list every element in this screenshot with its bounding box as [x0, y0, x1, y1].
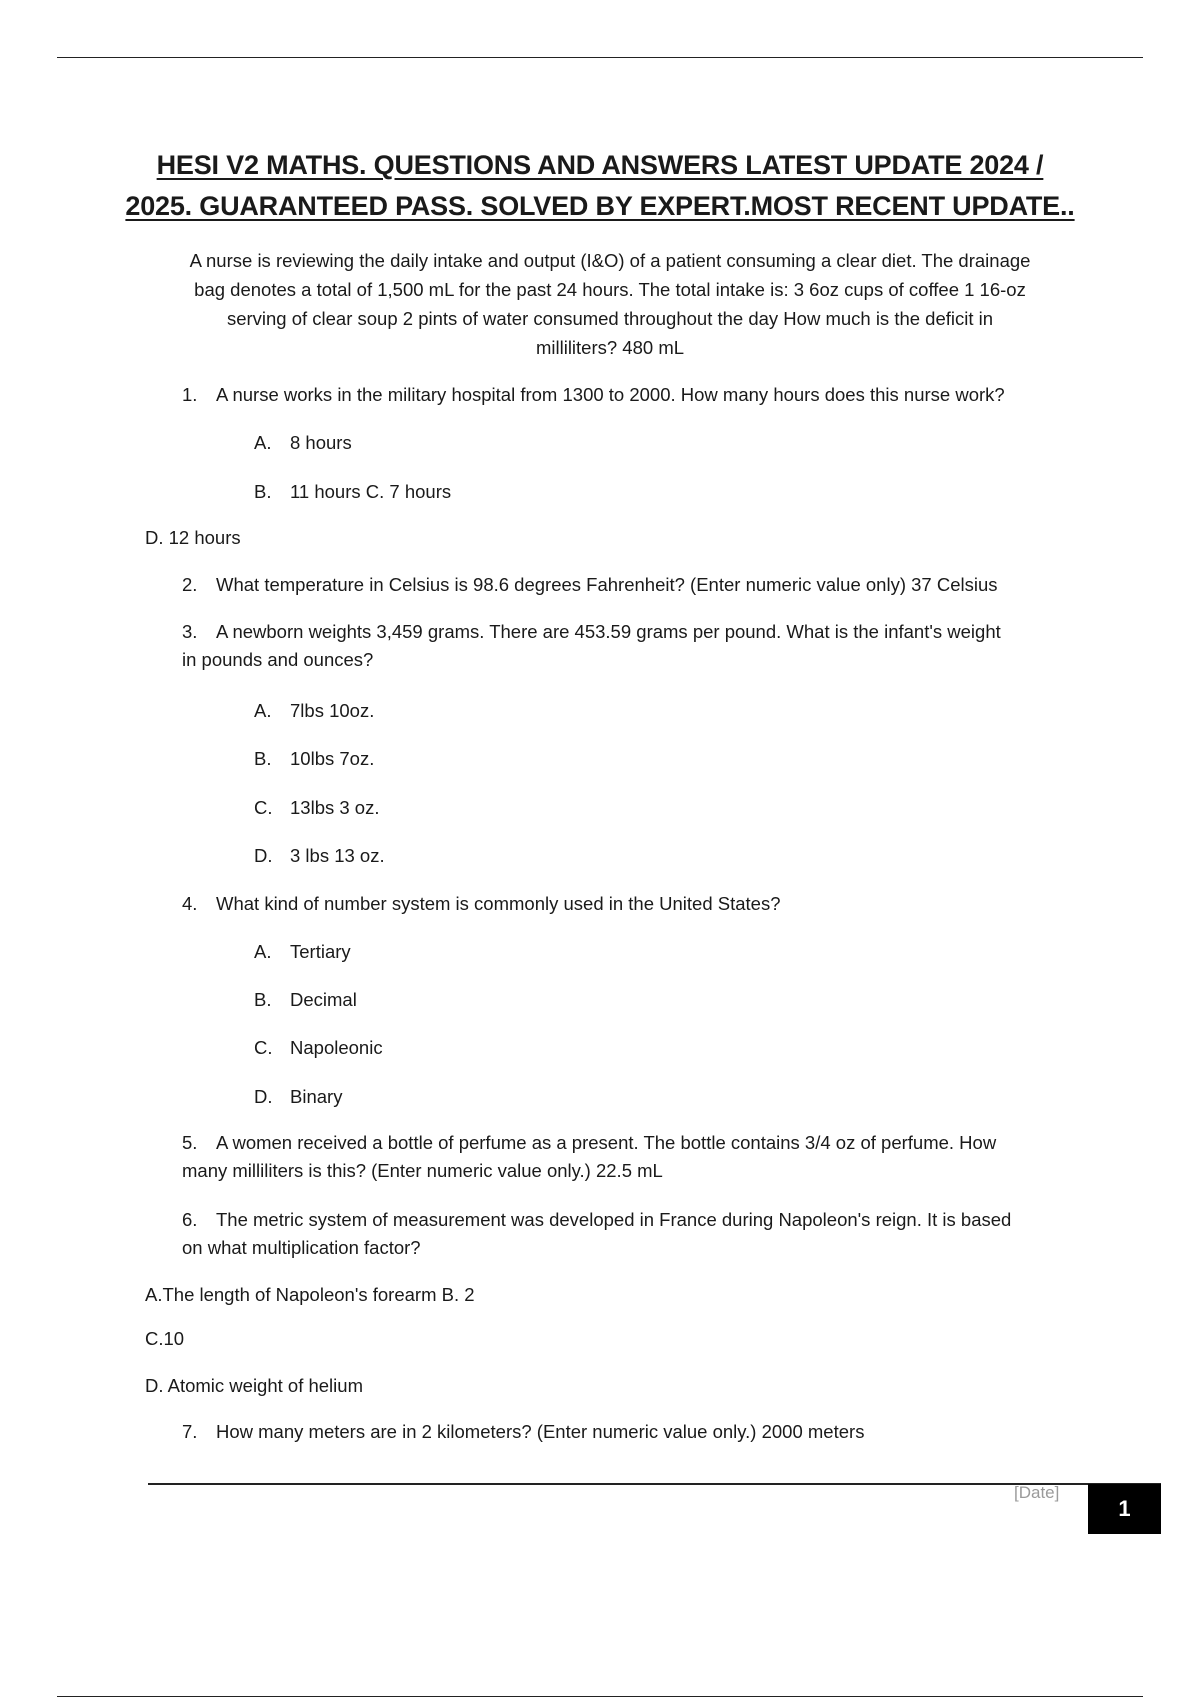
question-number: 2.	[182, 574, 198, 595]
document-title-line-1: HESI V2 MATHS. QUESTIONS AND ANSWERS LATEST UPDATE 2024 /	[156, 150, 1044, 180]
option-letter: D.	[254, 1086, 273, 1107]
option-letter: B.	[254, 481, 272, 502]
question-number: 3.	[182, 621, 198, 642]
option-text: Binary	[290, 1086, 343, 1107]
option-letter: C.	[254, 1037, 273, 1058]
question-text: The metric system of measurement was developed in France during Napoleon's reign. It is based	[216, 1209, 1012, 1230]
option-text: 11 hours C. 7 hours	[290, 481, 452, 502]
question-number: 5.	[182, 1132, 198, 1153]
top-rule	[57, 57, 1143, 58]
q3-option-c	[254, 797, 379, 819]
q6-option-c: C.10	[145, 1328, 185, 1349]
question-text-line: many milliliters is this? (Enter numeric value only.) 22.5 mL	[182, 1160, 663, 1181]
q6-options-a-b: A.The length of Napoleon's forearm B. 2	[145, 1284, 475, 1305]
question-text-line	[182, 1129, 1112, 1157]
question-text-line	[182, 1206, 1112, 1234]
footer-rule	[148, 1483, 1161, 1485]
option-text: Napoleonic	[290, 1037, 383, 1058]
footer-date: [Date]	[1014, 1483, 1060, 1502]
intro-paragraph	[140, 246, 1080, 362]
question-text: What kind of number system is commonly used in the United States?	[216, 893, 781, 914]
intro-line: A nurse is reviewing the daily intake and output (I&O) of a patient consuming a clear diet. The drainage	[189, 250, 1031, 271]
question-5	[182, 1129, 1112, 1185]
question-text: How many meters are in 2 kilometers? (Enter numeric value only.) 2000 meters	[216, 1421, 865, 1442]
page-number-box	[1088, 1484, 1161, 1534]
option-text: Decimal	[290, 989, 357, 1010]
question-7	[182, 1421, 864, 1443]
option-letter: B.	[254, 989, 272, 1010]
q3-option-b	[254, 748, 374, 770]
q3-option-d	[254, 845, 385, 867]
question-text: A newborn weights 3,459 grams. There are 453.59 grams per pound. What is the infant's weight	[216, 621, 1001, 642]
option-letter: A.	[254, 700, 272, 721]
option-letter: A.	[254, 941, 272, 962]
option-letter: D.	[254, 845, 273, 866]
q3-option-a	[254, 700, 374, 722]
question-text-line	[182, 618, 1112, 646]
option-text: 7lbs 10oz.	[290, 700, 375, 721]
question-3	[182, 618, 1112, 674]
question-4	[182, 893, 781, 915]
question-6	[182, 1206, 1112, 1262]
intro-line: serving of clear soup 2 pints of water consumed throughout the day How much is the deficit in	[226, 308, 994, 329]
q4-option-d	[254, 1086, 342, 1108]
option-text: 13lbs 3 oz.	[290, 797, 380, 818]
question-text: What temperature in Celsius is 98.6 degrees Fahrenheit? (Enter numeric value only) 37 Celsius	[216, 574, 998, 595]
q6-option-d: D. Atomic weight of helium	[145, 1375, 363, 1396]
document-title-line-2: 2025. GUARANTEED PASS. SOLVED BY EXPERT.MOST RECENT UPDATE..	[125, 191, 1075, 221]
q1-option-a	[254, 432, 352, 454]
question-text: A women received a bottle of perfume as a present. The bottle contains 3/4 oz of perfume. How	[216, 1132, 997, 1153]
question-text-line: in pounds and ounces?	[182, 649, 374, 670]
question-number: 4.	[182, 893, 198, 914]
q4-option-a	[254, 941, 351, 963]
question-2	[182, 574, 998, 596]
question-text-line: on what multiplication factor?	[182, 1237, 421, 1258]
intro-line: bag denotes a total of 1,500 mL for the past 24 hours. The total intake is: 3 6oz cups of coffee 1 16-oz	[194, 279, 1026, 300]
q1-option-b	[254, 481, 451, 503]
question-text: A nurse works in the military hospital from 1300 to 2000. How many hours does this nurse work?	[216, 384, 1005, 405]
q1-option-d: D. 12 hours	[145, 527, 241, 548]
option-letter: A.	[254, 432, 272, 453]
option-letter: B.	[254, 748, 272, 769]
q4-option-b	[254, 989, 357, 1011]
question-number: 6.	[182, 1209, 198, 1230]
option-text: 10lbs 7oz.	[290, 748, 375, 769]
option-text: 8 hours	[290, 432, 352, 453]
bottom-rule	[57, 1696, 1143, 1697]
option-letter: C.	[254, 797, 273, 818]
question-number: 7.	[182, 1421, 198, 1442]
question-1	[182, 384, 1005, 406]
option-text: Tertiary	[290, 941, 351, 962]
intro-line: milliliters? 480 mL	[535, 337, 685, 358]
q4-option-c	[254, 1037, 383, 1059]
option-text: 3 lbs 13 oz.	[290, 845, 385, 866]
page-number: 1	[1118, 1496, 1131, 1521]
question-number: 1.	[182, 384, 198, 405]
